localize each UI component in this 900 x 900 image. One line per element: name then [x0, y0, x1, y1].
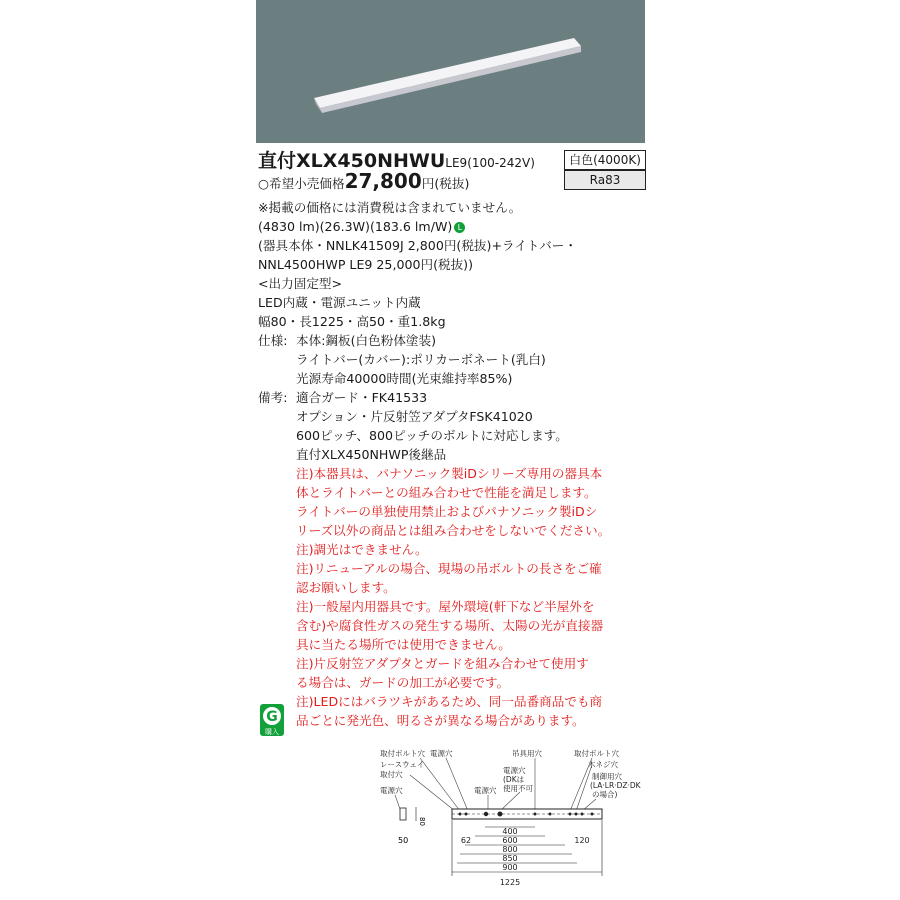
product-photo [256, 0, 645, 143]
label-control-2: (LA·LR·DZ·DK [590, 781, 641, 790]
ra-badge: Ra83 [564, 170, 646, 190]
label-power-hole-left: 電源穴 [380, 786, 403, 795]
color-temperature-badge: 白色(4000K) [564, 150, 646, 170]
warning-line: 具に当たる場所では使用できません。 [296, 637, 511, 652]
title-voltage: (100-242V) [467, 156, 535, 170]
note-line-3: 600ピッチ、800ピッチのボルトに対応します。 [296, 428, 568, 443]
label-mount-hole-right: 取付ボルト穴 [574, 749, 619, 758]
label-wood-screw: 木ネジ穴 [588, 760, 618, 769]
warning-line: 注)調光はできません。 [296, 542, 428, 557]
specs-text: (4830 lm)(26.3W)(183.6 lm/W) [258, 219, 453, 234]
dim-1225: 1225 [499, 878, 521, 887]
feature-line-2: 幅80・長1225・高50・重1.8kg [258, 314, 446, 329]
warning-line: 含む)や腐食性ガスの発生する場所、太陽の光が直接器 [296, 618, 604, 633]
spec-line-3: 光源寿命40000時間(光束維持率85%) [296, 371, 513, 386]
price-row [258, 169, 470, 193]
dim-400: 400 [502, 827, 518, 836]
components-line-2: NNL4500HWP LE9 25,000円(税抜)) [258, 257, 474, 272]
side-height-dim: 80 [418, 817, 426, 826]
warning-line: 注)一般屋内用器具です。屋外環境(軒下など半屋外を [296, 599, 595, 614]
label-raceway-2: 取付穴 [380, 770, 403, 779]
green-purchasing-icon [260, 704, 284, 736]
title-model: XLX450NHWU [296, 150, 446, 172]
price-unit: 円(税抜) [421, 176, 470, 191]
warning-line: 注)LEDにはバラツキがあるため、同一品番商品でも商 [296, 694, 603, 709]
spec-line-2: ライトバー(カバー):ポリカーボネート(乳白) [296, 352, 546, 367]
label-power-dk-3: 使用不可 [503, 784, 533, 793]
note-line-4: 直付XLX450NHWP後継品 [296, 447, 447, 462]
dim-850: 850 [502, 854, 518, 863]
warning-line: る場合は、ガードの加工が必要です。 [296, 675, 510, 690]
warning-line: 注)片反射笠アダプタとガードを組み合わせて使用す [296, 656, 589, 671]
price-value: 27,800 [344, 169, 422, 193]
warning-line: 認お願いします。 [296, 580, 396, 595]
dim-120: 120 [574, 836, 590, 845]
dim-600: 600 [502, 836, 518, 845]
gmark-label: 購入 [265, 728, 279, 736]
warning-line: 体とライトバーとの組み合わせで性能を満足します。 [296, 485, 597, 500]
label-mount-hole-left: 取付ボルト穴 [380, 749, 425, 758]
l-badge-icon: L [454, 222, 465, 233]
title-prefix: 直付 [258, 150, 297, 172]
label-raceway-1: レースウェイ [380, 760, 425, 769]
dim-62: 62 [460, 836, 472, 845]
light-fixture-image [256, 0, 645, 143]
spec-label: 仕様: [258, 333, 288, 348]
label-power-hole-top: 電源穴 [430, 749, 453, 758]
spec-line-1: 本体:鋼板(白色粉体塗装) [296, 333, 437, 348]
gmark-letter: G [266, 709, 278, 725]
warning-line: 注)本器具は、パナソニック製iDシリーズ専用の器具本 [296, 466, 603, 481]
note-line-2: オプション・片反射笠アダプタFSK41020 [296, 409, 533, 424]
price-label: ○希望小売価格 [258, 176, 345, 191]
label-control-1: 制御用穴 [592, 772, 622, 781]
label-control-3: の場合) [592, 790, 618, 799]
feature-line-1: LED内蔵・電源ユニット内蔵 [258, 295, 421, 310]
specs-line [258, 217, 465, 236]
output-type: <出力固定型> [258, 276, 343, 291]
title-model-suffix: LE9 [445, 156, 468, 170]
side-view [400, 808, 406, 820]
warning-line: ライトバーの単独使用禁止およびパナソニック製iDシ [296, 504, 598, 519]
dimension-diagram [360, 745, 660, 895]
warning-line: 注)リニューアルの場合、現場の吊ボルトの長さをご確 [296, 561, 602, 576]
notes-label: 備考: [258, 390, 288, 405]
side-depth-dim: 50 [398, 836, 409, 845]
note-line-1: 適合ガード・FK41533 [296, 390, 428, 405]
label-power-dk-2: (DKは [503, 775, 525, 784]
dim-900: 900 [502, 863, 518, 872]
warning-line: 品ごとに発光色、明るさが異なる場合があります。 [296, 713, 585, 728]
label-hanger-hole: 吊具用穴 [512, 749, 542, 758]
warning-line: リーズ以外の商品とは組み合わせをしないでください。 [296, 523, 611, 538]
label-power-hole-mid: 電源穴 [474, 786, 497, 795]
components-line-1: (器具本体・NNLK41509J 2,800円(税抜)+ライトバー・ [258, 238, 577, 253]
label-power-dk-1: 電源穴 [503, 766, 526, 775]
tax-note: ※掲載の価格には消費税は含まれていません。 [258, 200, 522, 215]
dim-800: 800 [502, 845, 518, 854]
